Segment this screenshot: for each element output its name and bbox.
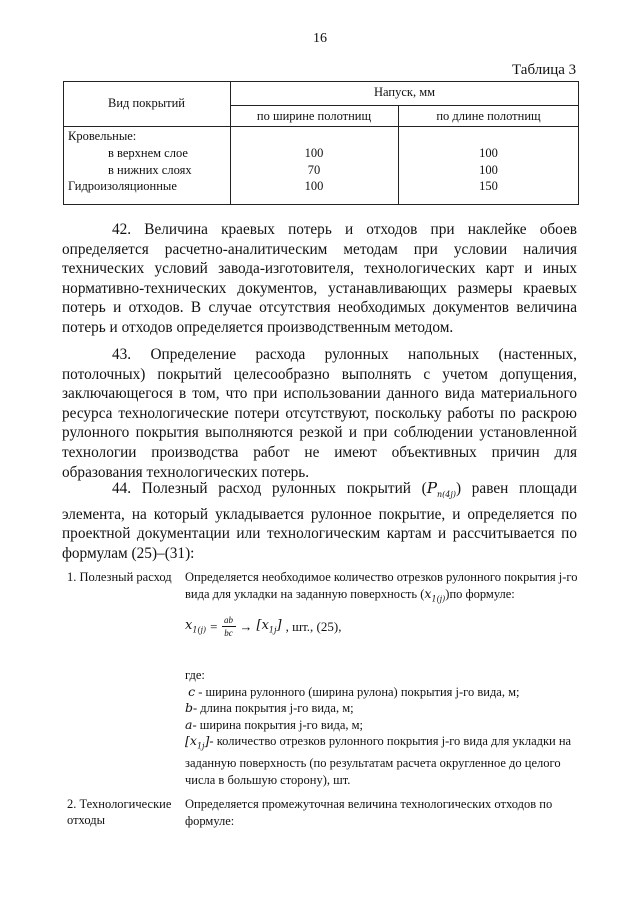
row-label: Гидроизоляционные — [68, 179, 177, 193]
formula-fraction — [222, 615, 236, 638]
fraction-numerator: ab — [224, 615, 233, 625]
row-label: Кровельные: — [68, 129, 137, 143]
row-width: 70 — [307, 163, 321, 177]
paragraph-44-end: равен площади элемента, на который укладывается рулонное покрытие, и определяется по проектной документации или технологическим картам и рассчитывается по формулам (25)–(31): — [62, 480, 578, 562]
formula-tail: , шт., (25), — [285, 618, 342, 634]
paragraph-44-text: 44. Полезный расход рулонных покрытий $(P_{n(4j)})$ равен площади элемента, на который укладывается рулонное покрытие, и определяется по проектной документации или технологическим картам и рассчитывается по формулам (25)–(31): — [62, 479, 578, 562]
item-1-description: Определяется необходимое количество отрезков рулонного покрытия j-го вида для укладки на заданную поверхность $(x_{1(j)})по$ формуле: — [185, 570, 578, 603]
arrow-icon: → — [239, 618, 253, 634]
row-length: 100 — [479, 163, 498, 177]
page-number: 16 — [313, 31, 327, 46]
definition-a: a- ширина покрытия j-го вида, м; — [185, 716, 364, 732]
paragraph-42-text: 42. Величина краевых потерь и отходов при наклейке обоев определяется расчетно-аналитическим методам при условии наличия технических условий завода-изготовителя, технологических карт и иных нормативно-технических документов, устанавливающих размеры краевых потерь и отходов. В случае отсутствия необходимых документов величина потерь и отходов определяется производственным методом. — [62, 221, 577, 336]
where-label: где: — [185, 668, 205, 682]
formula-lhs: $x_{1(j)}$ — [185, 618, 207, 635]
p44-symbol: P — [426, 479, 438, 497]
row-width: 100 — [304, 146, 324, 160]
item-1-desc-symbol: x — [424, 585, 432, 601]
paragraph-43-text: 43. Определение расхода рулонных напольных (настенных, потолочных) покрытий целесообразно выполнять с учетом допущения, заключающегося в том, что при использовании данного вида материального ресурса технологические потери отсутствуют, поскольку работы по раскрою рулонного покрытия выполняются резкой и при соблюдении установленной технологии производства работ не имеют объективных причин для образования технологических потерь. — [62, 346, 577, 481]
table-label: Таблица 3 — [512, 62, 577, 78]
definition-c: c - ширина рулонного (ширина рулона) покрытия j-го вида, м; — [188, 683, 520, 699]
definition-x1j: $[x_{1j}]-$ количество отрезков рулонного покрытия j-го вида для укладки на заданную поверхность (по результатам расчета округленное до целого числа в большую сторону), шт. — [185, 733, 572, 787]
header-length: по длине полотнищ — [436, 109, 541, 123]
paragraph-42 — [62, 220, 577, 338]
overlap-table — [63, 81, 579, 205]
item-1-desc-subscript: 1(j) — [431, 594, 446, 603]
item-1-definitions — [185, 667, 580, 788]
header-type: Вид покрытий — [107, 96, 185, 110]
header-width: по ширине полотнищ — [256, 109, 372, 123]
paragraph-43 — [62, 345, 577, 482]
table-border — [63, 204, 579, 205]
table-border — [63, 126, 579, 127]
header-overlap: Напуск, мм — [373, 85, 436, 99]
fraction-denominator: bc — [224, 628, 233, 638]
equals-sign: = — [210, 618, 218, 634]
formula-25 — [185, 615, 341, 638]
item-1-desc-start: Определяется необходимое количество отрезков рулонного покрытия j-го вида для укладки на заданную поверхность — [185, 570, 578, 601]
row-length: 100 — [479, 146, 498, 160]
row-width: 100 — [304, 179, 324, 193]
table-border — [230, 105, 579, 106]
row-label: в нижних слоях — [108, 163, 192, 177]
item-2-label: 2. Технологические отходы — [67, 797, 172, 827]
item-2-description: Определяется промежуточная величина технологических отходов по формуле: — [185, 797, 553, 828]
p44-subscript: n(4j) — [437, 490, 456, 500]
item-1-label: 1. Полезный расход — [67, 570, 172, 584]
paragraph-44-start: 44. Полезный расход рулонных покрытий — [112, 480, 411, 497]
definition-b: b- длина покрытия j-го вида, м; — [185, 700, 354, 715]
formula-rhs: $[x_{1j}]$ — [256, 618, 282, 635]
row-length: 150 — [479, 179, 498, 193]
item-1-desc-end: по формуле: — [449, 586, 515, 601]
table-border — [63, 81, 579, 82]
fraction-bar — [222, 626, 236, 627]
row-label: в верхнем слое — [108, 146, 188, 160]
paragraph-44 — [62, 479, 577, 563]
